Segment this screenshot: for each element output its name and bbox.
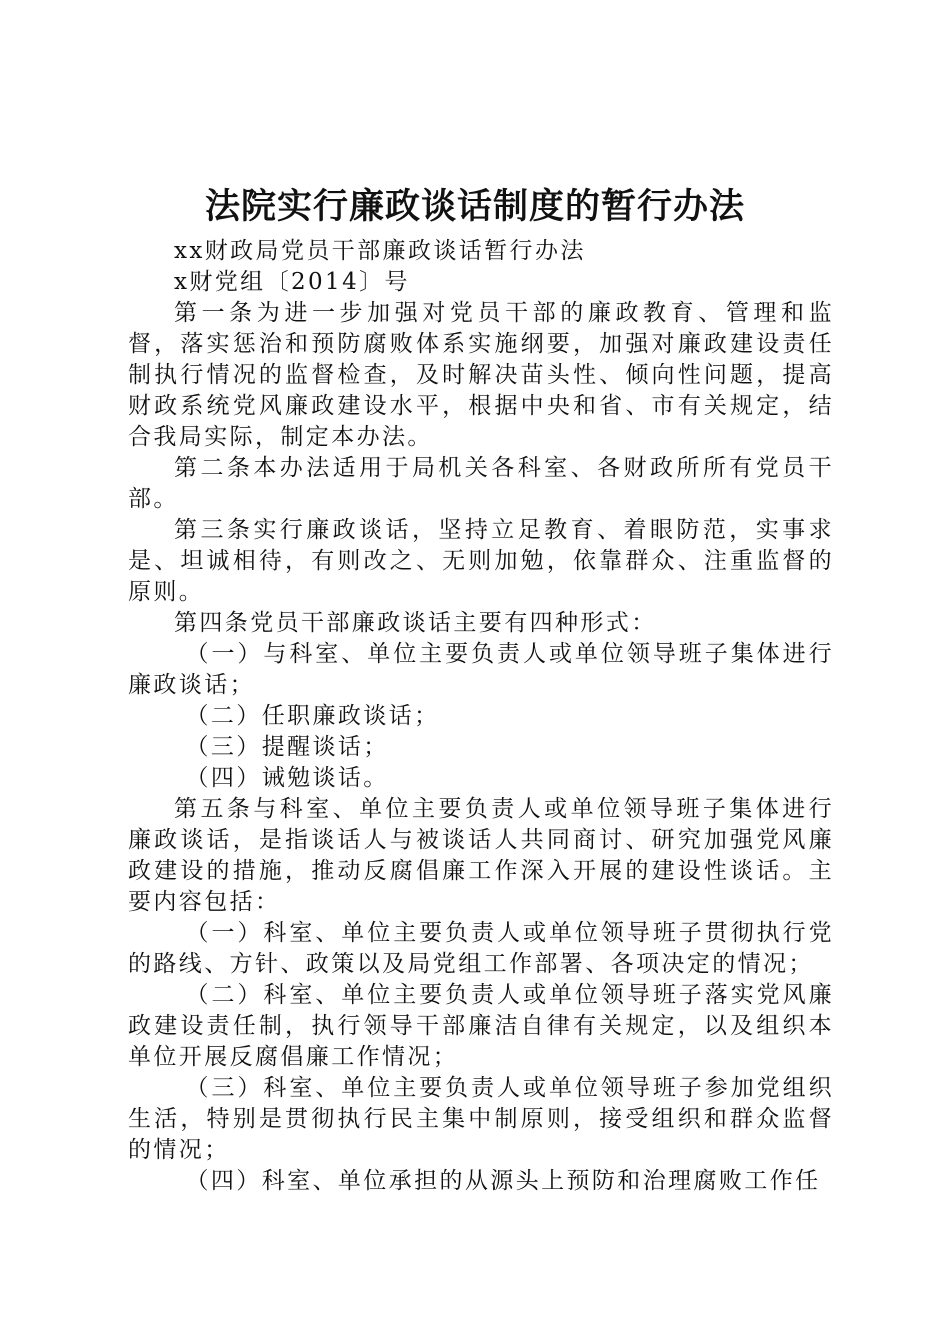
article-5-item-3: （三）科室、单位主要负责人或单位领导班子参加党组织生活，特别是贯彻执行民主集中制原则，接受组织和群众监督的情况； <box>128 1075 834 1163</box>
article-4-item-2: （二）任职廉政谈话； <box>185 703 440 729</box>
article-5: 第五条与科室、单位主要负责人或单位领导班子集体进行廉政谈话，是指谈话人与被谈话人共同商讨、研究加强党风廉政建设的措施，推动反腐倡廉工作深入开展的建设性谈话。主要内容包括： <box>128 796 834 915</box>
article-5-item-2: （二）科室、单位主要负责人或单位领导班子落实党风廉政建设责任制，执行领导干部廉洁自律有关规定，以及组织本单位开展反腐倡廉工作情况； <box>128 982 834 1070</box>
article-4-item-3: （三）提醒谈话； <box>185 734 389 760</box>
article-2: 第二条本办法适用于局机关各科室、各财政所所有党员干部。 <box>128 455 834 512</box>
document-title: 法院实行廉政谈话制度的暂行办法 <box>204 187 745 227</box>
article-3: 第三条实行廉政谈话，坚持立足教育、着眼防范，实事求是、坦诚相待，有则改之、无则加勉，依靠群众、注重监督的原则。 <box>128 517 834 605</box>
article-4-item-1: （一）与科室、单位主要负责人或单位领导班子集体进行廉政谈话； <box>128 641 834 698</box>
article-5-item-1: （一）科室、单位主要负责人或单位领导班子贯彻执行党的路线、方针、政策以及局党组工作部署、各项决定的情况； <box>128 920 834 977</box>
article-4: 第四条党员干部廉政谈话主要有四种形式： <box>174 610 657 636</box>
article-4-item-4: （四）诫勉谈话。 <box>185 765 389 791</box>
article-1: 第一条为进一步加强对党员干部的廉政教育、管理和监督，落实惩治和预防腐败体系实施纲要，加强对廉政建设责任制执行情况的监督检查，及时解决苗头性、倾向性问题，提高财政系统党风廉政建设水平，根据中央和省、市有关规定，结合我局实际，制定本办法。 <box>128 300 834 450</box>
document-body <box>128 236 834 1197</box>
article-5-item-4: （四）科室、单位承担的从源头上预防和治理腐败工作任 <box>185 1168 821 1194</box>
document-subtitle: xx财政局党员干部廉政谈话暂行办法 <box>174 238 586 264</box>
document-number: x财党组〔2014〕号 <box>174 269 410 295</box>
